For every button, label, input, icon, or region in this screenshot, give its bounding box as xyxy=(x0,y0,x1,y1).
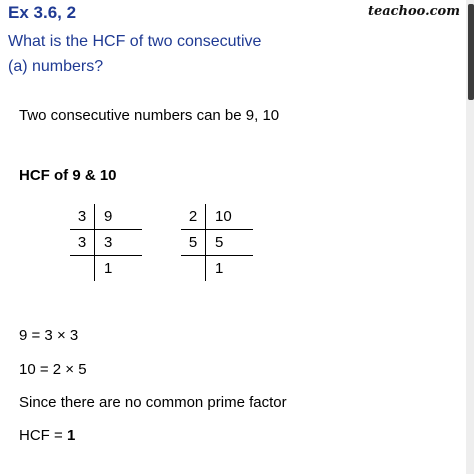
hcf-result xyxy=(19,427,75,444)
dividend-cell: 9 xyxy=(95,204,143,230)
conclusion-note: Since there are no common prime factor xyxy=(19,394,287,411)
question-line-2: (a) numbers? xyxy=(8,58,104,75)
factorization-10: 10 = 2 × 5 xyxy=(19,361,87,378)
header xyxy=(0,0,474,82)
divisor-cell: 5 xyxy=(181,230,206,256)
division-table-9 xyxy=(70,204,142,281)
dividend-cell: 1 xyxy=(104,260,113,277)
division-row xyxy=(70,230,142,256)
hcf-result-label: HCF = xyxy=(19,427,67,444)
factorization-9: 9 = 3 × 3 xyxy=(19,327,79,344)
divisor-cell: 2 xyxy=(181,204,206,230)
vertical-scrollbar[interactable] xyxy=(466,0,474,474)
hcf-result-value: 1 xyxy=(66,427,76,444)
division-row xyxy=(70,204,142,230)
division-row xyxy=(70,256,142,282)
dividend-cell: 5 xyxy=(206,230,254,256)
division-row xyxy=(181,230,253,256)
hcf-heading: HCF of 9 & 10 xyxy=(19,167,117,184)
exercise-title: Ex 3.6, 2 xyxy=(8,3,77,22)
divisor-cell xyxy=(70,256,95,282)
dividend-cell: 1 xyxy=(215,260,224,277)
divisor-cell xyxy=(181,256,206,282)
dividend-cell: 10 xyxy=(206,204,254,230)
brand-logo: teachoo.com xyxy=(367,4,460,19)
divisor-cell: 3 xyxy=(70,204,95,230)
intro-text: Two consecutive numbers can be 9, 10 xyxy=(19,107,280,124)
division-row xyxy=(181,256,253,282)
division-table-10 xyxy=(181,204,253,281)
scrollbar-thumb[interactable] xyxy=(468,4,474,100)
divisor-cell: 3 xyxy=(70,230,95,256)
dividend-cell: 3 xyxy=(95,230,143,256)
question-line-1: What is the HCF of two consecutive xyxy=(8,33,262,50)
division-row xyxy=(181,204,253,230)
